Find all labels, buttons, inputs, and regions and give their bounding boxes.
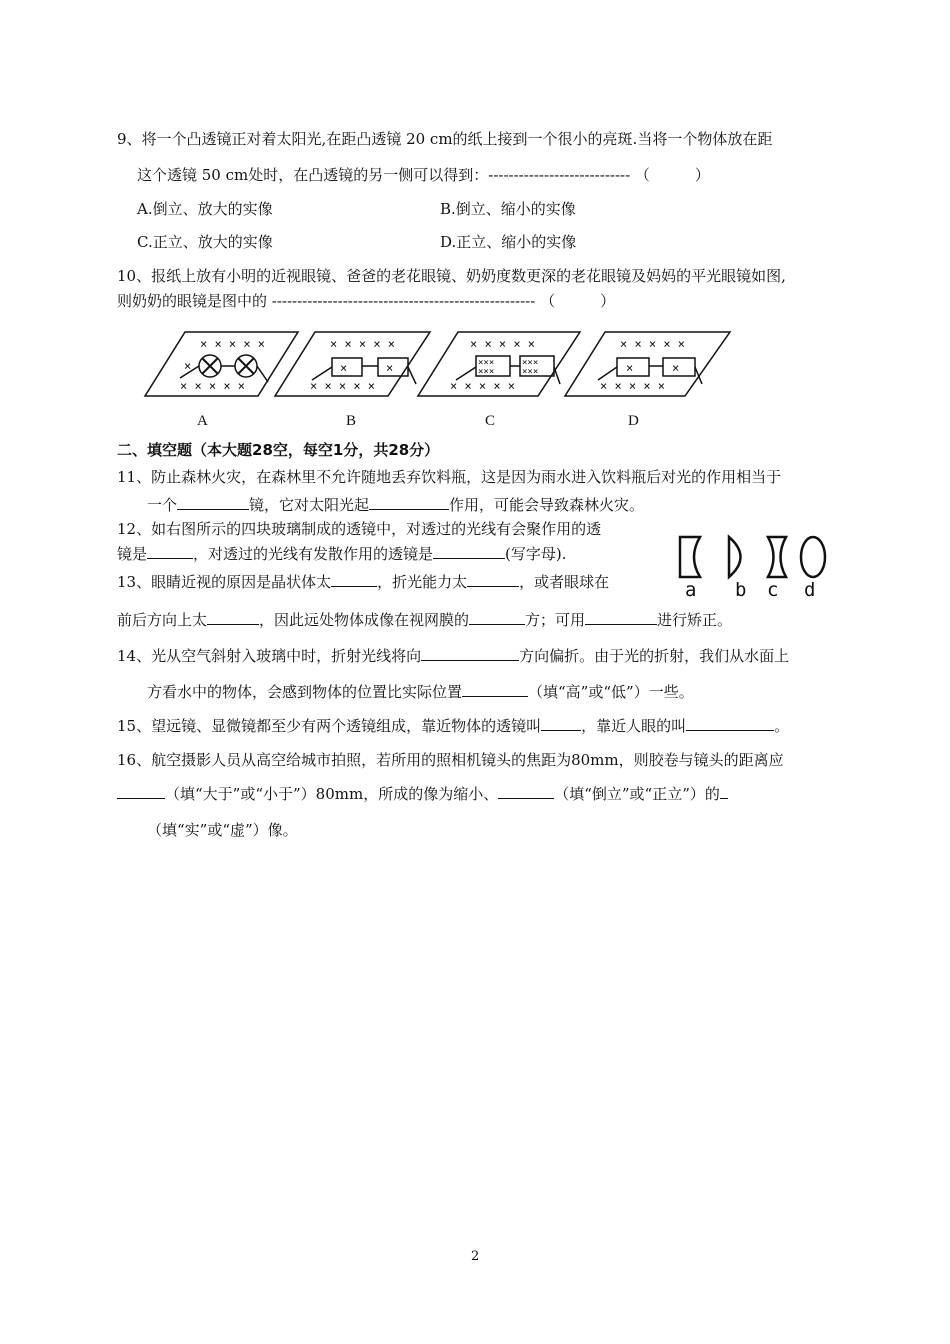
figure-label-b: B [346,413,357,429]
svg-text:×××: ××× [522,367,539,377]
q9-option-c: C.正立、放大的实像 [137,233,273,251]
q12-line2 [117,544,567,564]
q10-line2: 则奶奶的眼镜是图中的 ---------------------------------------------------- （ ） [117,292,616,310]
page-number: 2 [471,1249,480,1264]
svg-text:× × × × ×: × × × × × [600,379,666,393]
glasses-figure [140,326,760,406]
q12-line1: 12、如右图所示的四块玻璃制成的透镜中，对透过的光线有会聚作用的透 [117,520,602,538]
q9-line1: 9、将一个凸透镜正对着太阳光,在距凸透镜 20 cm的纸上接到一个很小的亮斑.当将一个物体放在距 [117,130,773,148]
q16-text-a: （填“大于”或“小于”）80mm，所成的像为缩小、 [165,785,499,803]
q16-line3: （填“实”或“虚”）像。 [147,821,298,839]
q9-option-a: A.倒立、放大的实像 [137,200,273,218]
q14-text-c: 方看水中的物体，会感到物体的位置比实际位置 [147,683,463,701]
q12-text-c: (写字母). [505,545,567,563]
svg-text:×××: ××× [478,358,495,368]
lens-c-shape [768,537,786,577]
svg-text:×: × [340,361,348,375]
q13-text-b: ，折光能力太 [377,573,468,591]
q14-blank-2[interactable] [462,682,528,697]
q12-blank-1[interactable] [147,544,193,559]
q13-text-c: ，或者眼球在 [519,573,610,591]
svg-text:× × × × ×: × × × × × [200,337,266,351]
figure-b-newspaper [275,332,430,396]
q15-text-b: ，靠近人眼的叫 [581,717,687,735]
q10-line1: 10、报纸上放有小明的近视眼镜、爸爸的老花眼镜、奶奶度数更深的老花眼镜及妈妈的平光眼镜如图, [117,267,786,285]
q16-blank-3[interactable] [720,784,728,799]
figure-d-newspaper [565,332,730,396]
figure-label-c: C [485,413,496,429]
q15-blank-2[interactable] [686,716,774,731]
q13-blank-3[interactable] [207,610,259,625]
q14-line2 [147,682,694,702]
svg-text:×××: ××× [478,367,495,377]
q14-blank-1[interactable] [421,646,519,661]
svg-text:× × × × ×: × × × × × [470,337,536,351]
q13-text-f: 方；可用 [525,611,586,629]
q12-text-b: ，对透过的光线有发散作用的透镜是 [193,545,434,563]
svg-text:× × × × ×: × × × × × [330,337,396,351]
q13-blank-5[interactable] [585,610,657,625]
q13-text-d: 前后方向上太 [117,611,208,629]
q16-text-b: （填“倒立”或“正立”）的 [554,785,720,803]
lens-a-shape [680,537,700,577]
q12-blank-2[interactable] [433,544,505,559]
q16-blank-2[interactable] [498,784,554,799]
q15-line1 [117,716,789,736]
q13-text-e: ，因此远处物体成像在视网膜的 [259,611,470,629]
q14-text-b: 方向偏折。由于光的折射，我们从水面上 [519,647,790,665]
svg-text:× × × × ×: × × × × × [180,379,246,393]
q11-text-b: 镜，它对太阳光起 [249,496,370,514]
q13-text-g: 进行矫正。 [657,611,733,629]
svg-text:× × × × ×: × × × × × [620,337,686,351]
section-2-title: 二、填空题（本大题28空，每空1分，共28分） [117,441,440,459]
figure-label-d: D [628,413,639,429]
q13-blank-2[interactable] [467,572,519,587]
svg-text:×: × [626,361,634,375]
q11-text-c: 作用，可能会导致森林火灾。 [449,496,645,514]
figure-a-newspaper [145,332,298,396]
q15-text-c: 。 [774,717,790,735]
lens-label-d: d [804,579,816,601]
figure-c-newspaper [418,332,580,396]
q11-blank-2[interactable] [369,495,449,510]
q16-blank-1[interactable] [117,784,165,799]
q13-line2 [117,610,732,630]
q14-line1 [117,646,789,666]
q11-blank-1[interactable] [177,495,249,510]
q12-text-a: 镜是 [117,545,148,563]
q11-line2 [147,495,644,515]
q11-line1: 11、防止森林火灾，在森林里不允许随地丢弃饮料瓶，这是因为雨水进入饮料瓶后对光的作用相当于 [117,468,782,486]
q16-line2 [117,784,728,804]
figure-label-a: A [197,413,208,429]
svg-text:×: × [184,359,192,373]
lens-label-c: c [767,579,779,601]
q11-text-a: 一个 [147,496,178,514]
svg-text:×: × [386,361,394,375]
q15-blank-1[interactable] [541,716,581,731]
q14-text-d: （填“高”或“低”）一些。 [528,683,694,701]
lens-d-shape [801,537,825,577]
lens-b-shape [729,537,741,577]
q9-option-b: B.倒立、缩小的实像 [440,200,576,218]
q15-text-a: 15、望远镜、显微镜都至少有两个透镜组成，靠近物体的透镜叫 [117,717,542,735]
svg-text:× × × × ×: × × × × × [450,379,516,393]
q9-line2: 这个透镜 50 cm处时，在凸透镜的另一侧可以得到：---------------------------- （ ） [137,166,710,184]
svg-text:×: × [672,361,680,375]
q14-text-a: 14、光从空气斜射入玻璃中时，折射光线将向 [117,647,422,665]
lens-label-a: a [685,579,697,601]
svg-text:×××: ××× [522,358,539,368]
lens-label-b: b [735,579,747,601]
q13-text-a: 13、眼睛近视的原因是晶状体太 [117,573,332,591]
q9-option-d: D.正立、缩小的实像 [440,233,577,251]
svg-text:× × × × ×: × × × × × [310,379,376,393]
q13-blank-1[interactable] [331,572,377,587]
q13-line1 [117,572,609,592]
q16-line1: 16、航空摄影人员从高空给城市拍照，若所用的照相机镜头的焦距为80mm，则胶卷与镜头的距离应 [117,751,784,769]
q13-blank-4[interactable] [469,610,525,625]
